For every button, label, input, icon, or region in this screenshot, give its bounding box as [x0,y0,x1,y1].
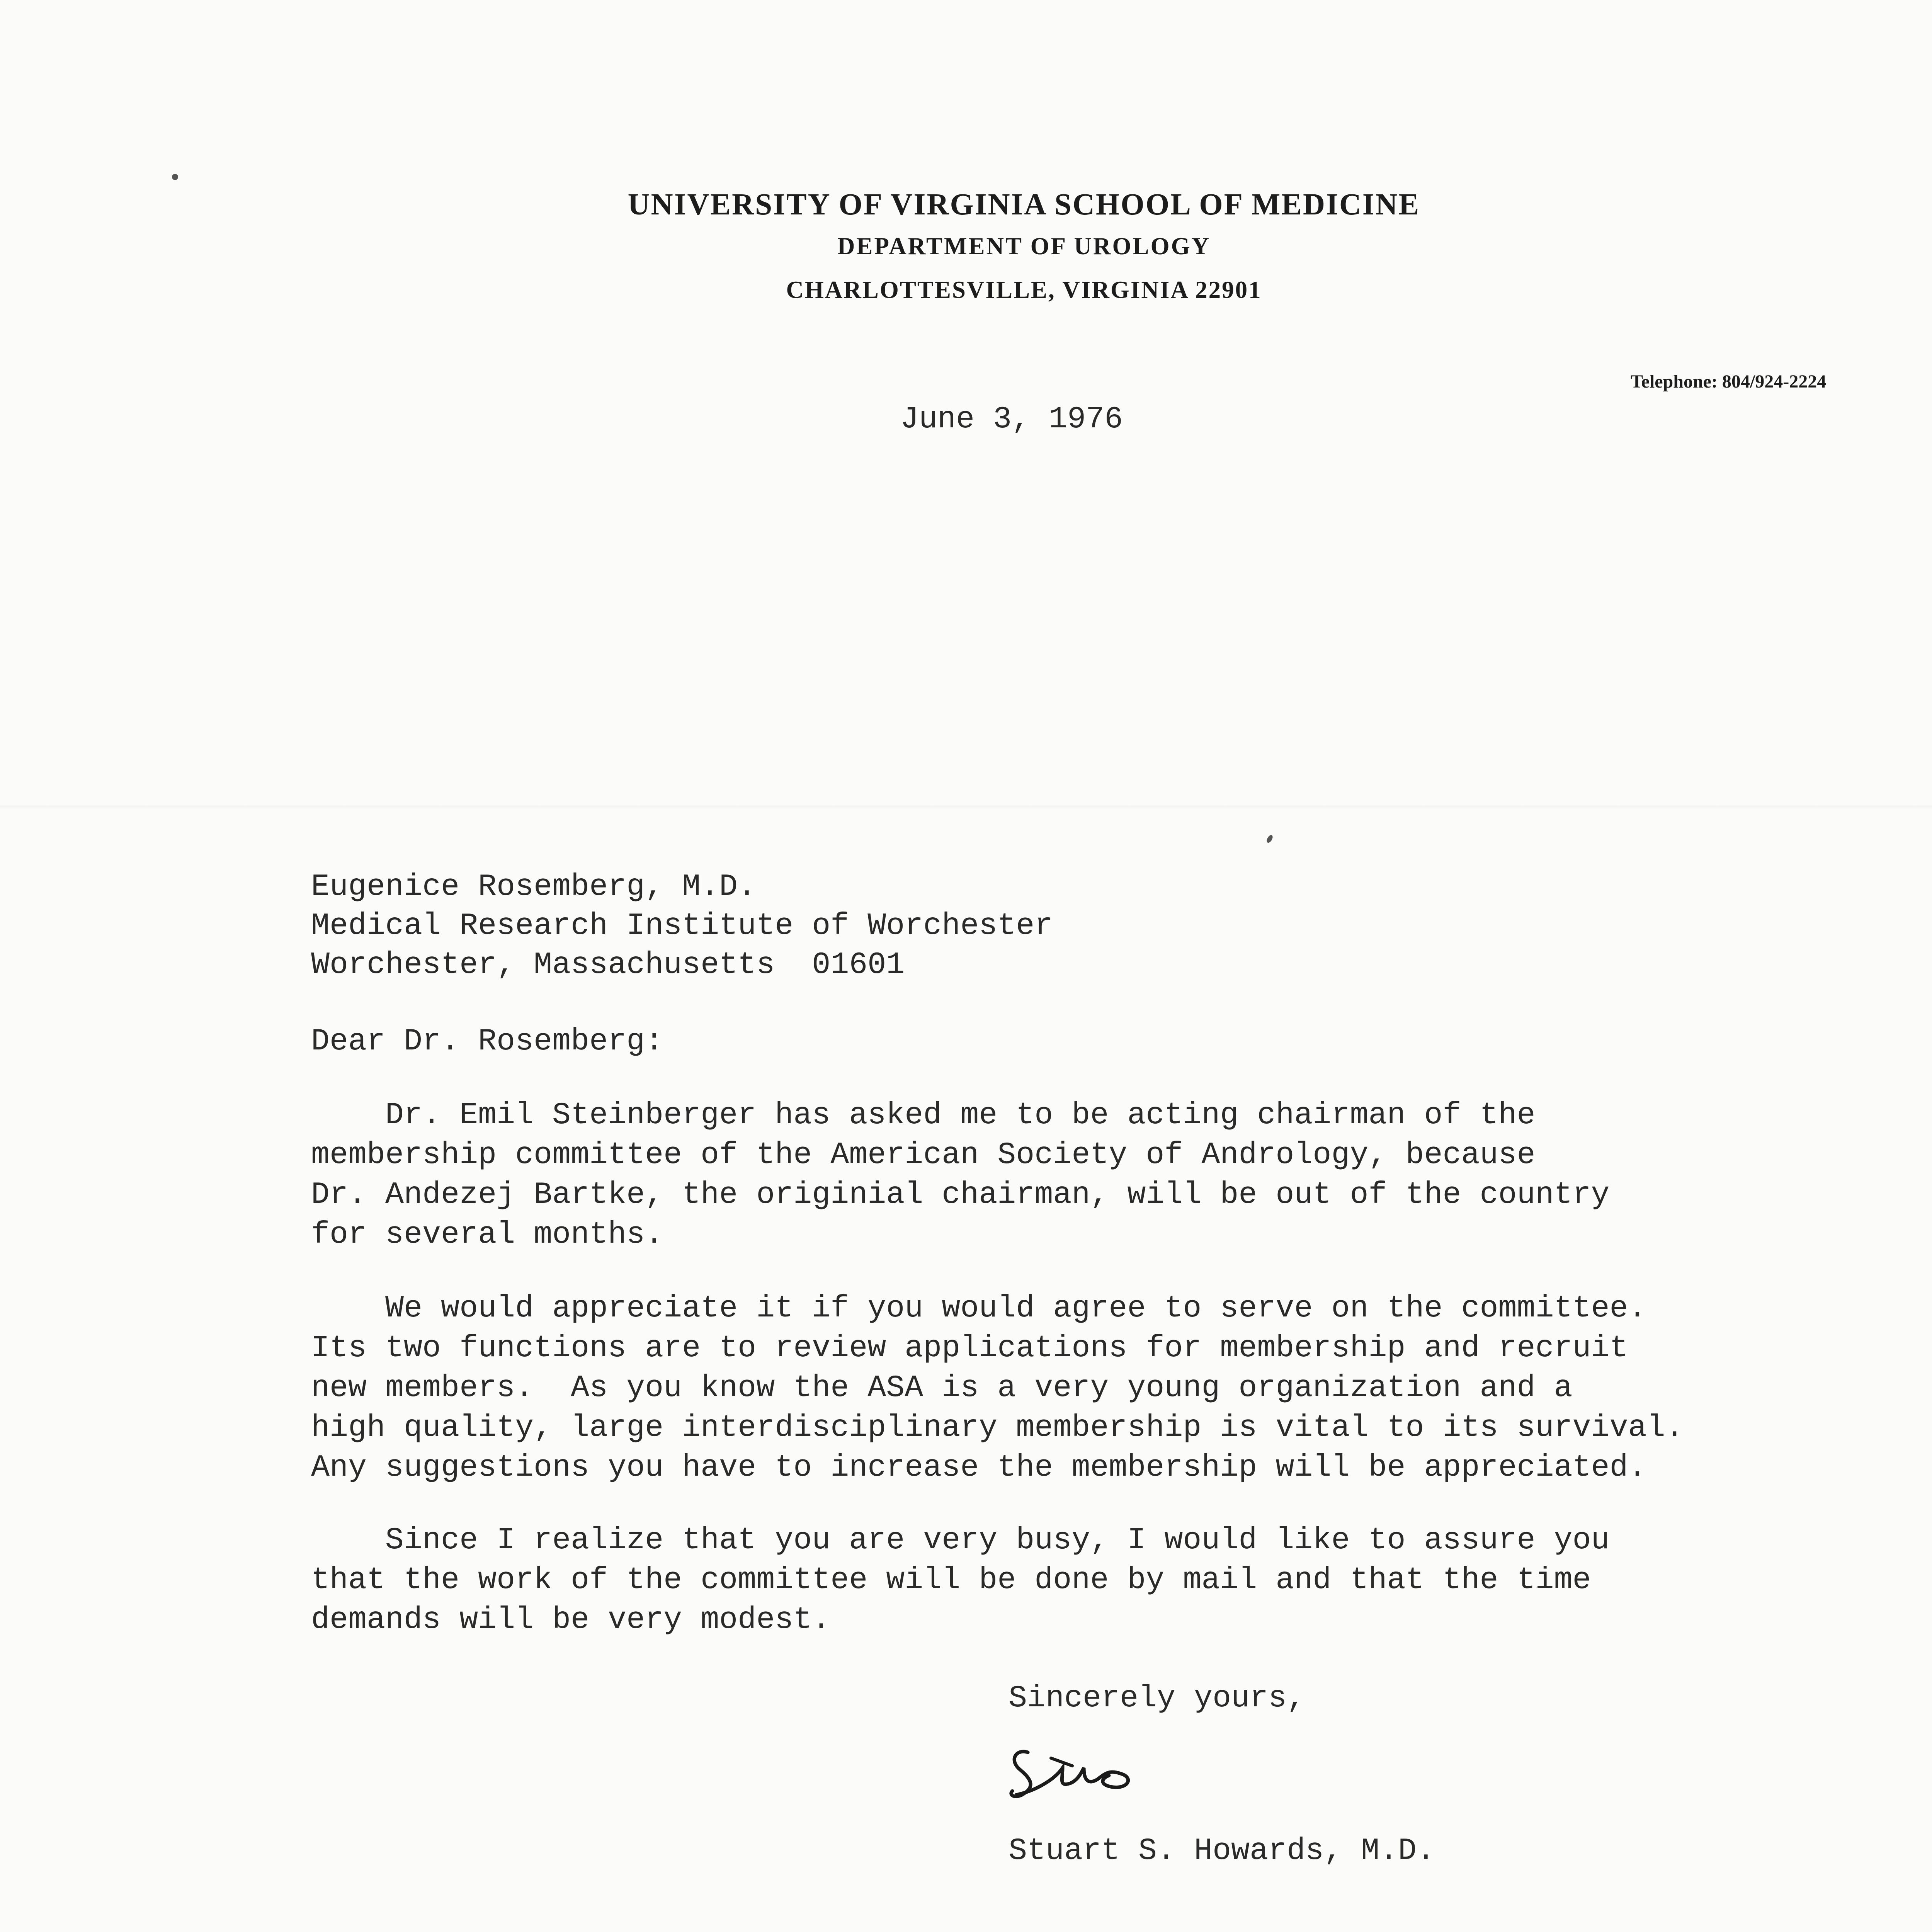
paragraph-line: high quality, large interdisciplinary membership is vital to its survival. [311,1410,1684,1446]
handwritten-signature-icon [1005,1737,1144,1810]
paragraph-line: for several months. [311,1217,664,1252]
salutation: Dear Dr. Rosemberg: [311,1024,664,1059]
recipient-city: Worchester, Massachusetts 01601 [311,947,905,983]
recipient-address [311,867,1053,985]
paragraph-line: new members. As you know the ASA is a very young organization and a [311,1371,1573,1406]
paragraph-line: Since I realize that you are very busy, I would like to assure you [311,1523,1610,1558]
paragraph-line: Its two functions are to review applications for membership and recruit [311,1331,1628,1366]
signer-name: Stuart S. Howards, M.D. [1009,1833,1435,1869]
paragraph-line: demands will be very modest. [311,1602,831,1638]
body-paragraph-3 [311,1520,1610,1640]
paragraph-line: Dr. Emil Steinberger has asked me to be acting chairman of the [311,1098,1536,1133]
recipient-organization: Medical Research Institute of Worchester [311,908,1053,944]
paragraph-line: We would appreciate it if you would agree to serve on the committee. [311,1291,1647,1326]
letterhead-location: CHARLOTTESVILLE, VIRGINIA 22901 [786,276,1262,303]
paragraph-line: that the work of the committee will be done by mail and that the time [311,1563,1591,1598]
body-paragraph-2 [311,1289,1684,1488]
paper-fold-line [0,806,1932,810]
letterhead [502,185,1546,311]
recipient-name: Eugenice Rosemberg, M.D. [311,869,757,905]
letterhead-institution: UNIVERSITY OF VIRGINIA SCHOOL OF MEDICINE [628,188,1420,221]
letterhead-department: DEPARTMENT OF UROLOGY [837,233,1211,260]
paragraph-line: Dr. Andezej Bartke, the originial chairman, will be out of the country [311,1177,1610,1213]
letter-date: June 3, 1976 [900,402,1123,437]
paragraph-line: Any suggestions you have to increase the membership will be appreciated. [311,1450,1647,1485]
letterhead-telephone: Telephone: 804/924-2224 [1631,371,1827,392]
ink-speck [1265,834,1274,844]
body-paragraph-1 [311,1095,1610,1255]
ink-speck [172,174,178,180]
paragraph-line: membership committee of the American Society of Andrology, because [311,1138,1536,1173]
closing: Sincerely yours, [1009,1681,1306,1716]
